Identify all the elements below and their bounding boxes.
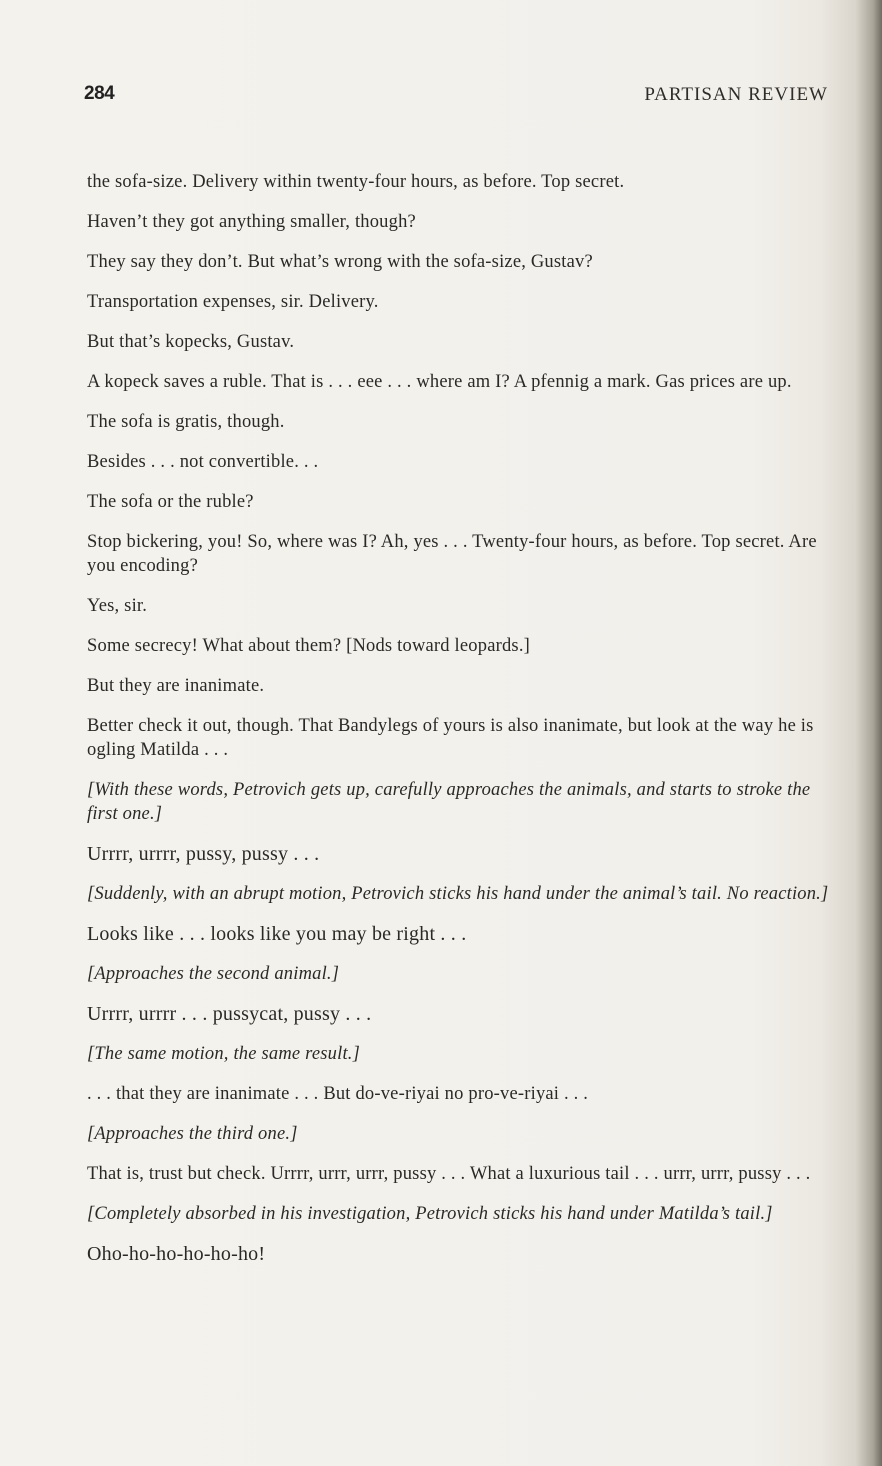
stage-direction: [Approaches the second animal.]	[87, 964, 340, 984]
paragraph: Better check it out, though. That Bandylegs of yours is also inanimate, but look at the way he is ogling Matilda . . .	[87, 716, 814, 760]
stage-direction: [Suddenly, with an abrupt motion, Petrovich sticks his hand under the animal’s tail. No reaction.]	[87, 884, 829, 904]
paragraph: Looks like . . . looks like you may be right . . .	[87, 923, 467, 945]
paragraph: . . . that they are inanimate . . . But do-ve-riyai no pro-ve-riyai . . .	[87, 1084, 589, 1104]
stage-direction: [The same motion, the same result.]	[87, 1044, 361, 1064]
paragraph: A kopeck saves a ruble. That is . . . eee . . . where am I? A pfennig a mark. Gas prices are up.	[87, 372, 792, 392]
paragraph: Haven’t they got anything smaller, though?	[87, 212, 416, 232]
paragraph: That is, trust but check. Urrrr, urrr, urrr, pussy . . . What a luxurious tail . . . urrr, urrr, pussy . . .	[87, 1164, 811, 1184]
paragraph: Urrrr, urrrr, pussy, pussy . . .	[87, 843, 320, 865]
body-text	[87, 170, 839, 1282]
paragraph: the sofa-size. Delivery within twenty-four hours, as before. Top secret.	[87, 172, 625, 192]
paragraph: Yes, sir.	[87, 596, 148, 616]
paragraph: The sofa or the ruble?	[87, 492, 254, 512]
running-head: PARTISAN REVIEW	[644, 84, 828, 105]
stage-direction: [With these words, Petrovich gets up, carefully approaches the animals, and starts to stroke the first one.]	[87, 780, 811, 824]
stage-direction: [Approaches the third one.]	[87, 1124, 298, 1144]
paragraph: Stop bickering, you! So, where was I? Ah, yes . . . Twenty-four hours, as before. Top secret. Are you encoding?	[87, 532, 817, 576]
page-number: 284	[84, 83, 115, 104]
stage-direction: [Completely absorbed in his investigation, Petrovich sticks his hand under Matilda’s tail.]	[87, 1204, 773, 1224]
paragraph: But that’s kopecks, Gustav.	[87, 332, 295, 352]
paragraph: They say they don’t. But what’s wrong with the sofa-size, Gustav?	[87, 252, 593, 272]
paragraph: The sofa is gratis, though.	[87, 412, 285, 432]
paragraph: Besides . . . not convertible. . .	[87, 452, 319, 472]
paragraph: But they are inanimate.	[87, 676, 265, 696]
paragraph: Some secrecy! What about them? [Nods toward leopards.]	[87, 636, 531, 656]
paragraph: Oho-ho-ho-ho-ho-ho!	[87, 1243, 266, 1265]
paragraph: Transportation expenses, sir. Delivery.	[87, 292, 379, 312]
paragraph: Urrrr, urrrr . . . pussycat, pussy . . .	[87, 1003, 372, 1025]
